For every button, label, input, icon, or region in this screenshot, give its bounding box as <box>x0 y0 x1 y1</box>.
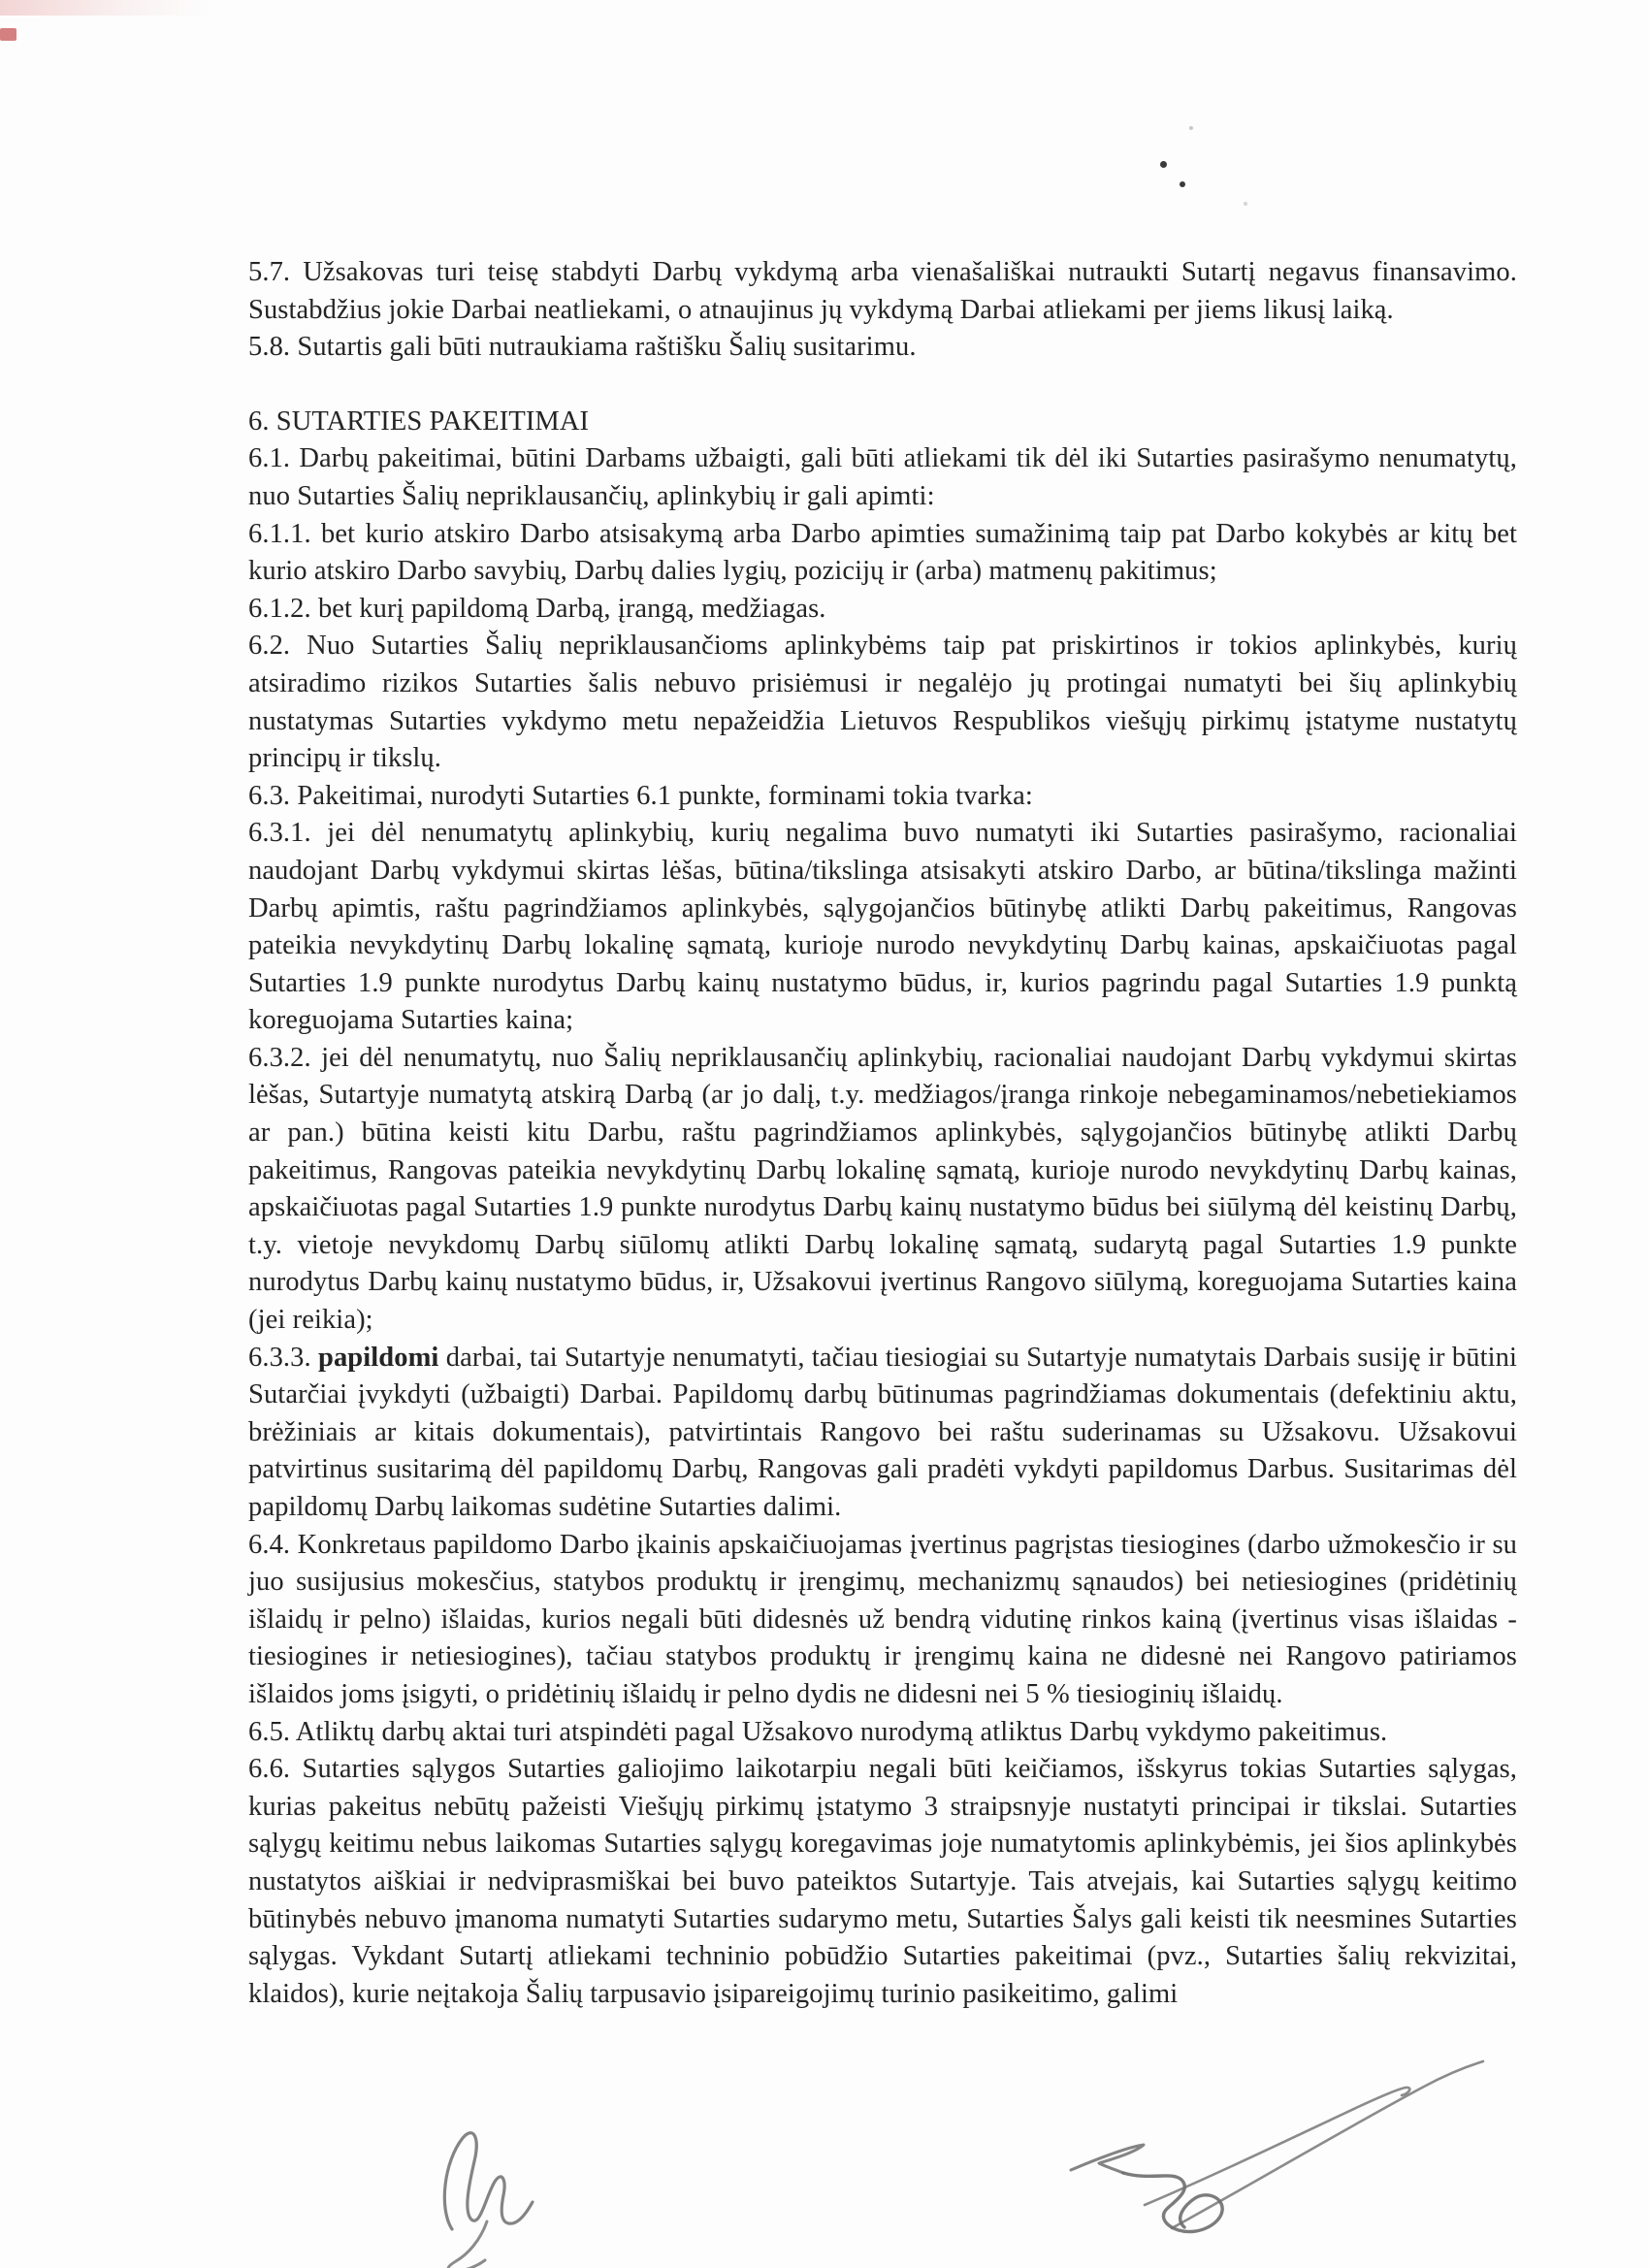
clause-6-3-2: 6.3.2. jei dėl nenumatytų, nuo Šalių nepriklausančių aplinkybių, racionaliai naudojant Darbų vykdymui skirtas lėšas, Sutartyje numatytą atskirą Darbą (ar jo dalį, t.y. medžiagos/įranga rinkoje nebegaminamos/nebetiekiamos ar pan.) būtina keisti kitu Darbu, raštu pagrindžiamos aplinkybės, sąlygojančios būtinybę atlikti Darbų pakeitimus, Rangovas pateikia nevykdytinų Darbų lokalinę sąmatą, kurioje nurodo nevykdytinų Darbų kainas, apskaičiuotas pagal Sutarties 1.9 punkte nurodytus Darbų kainų nustatymo būdus bei siūlymą dėl keistinų Darbų, t.y. vietoje nevykdomų Darbų siūlomų atlikti Darbų lokalinę sąmatą, sudarytą pagal Sutarties 1.9 punkte nurodytus Darbų kainų nustatymo būdus, ir, Užsakovui įvertinus Rangovo siūlymą, koreguojama Sutarties kaina (jei reikia); <box>248 1042 1517 1336</box>
bold-term-papildomi: papildomi <box>318 1342 439 1373</box>
clause-5-8: 5.8. Sutartis gali būti nutraukiama raštišku Šalių susitarimu. <box>248 332 917 363</box>
clause-6-4: 6.4. Konkretaus papildomo Darbo įkainis apskaičiuojamas įvertinus pagrįstas tiesiogines (darbo užmokesčio ir su juo susijusius mokesčius, statybos produktų ir įrengimų, mechanizmų sąnaudos) bei netiesiogines (pridėtinių išlaidų ir pelno) išlaidas, kurios negali būti didesnės už bendrą vidutinę rinkos kainą (įvertinus visas išlaidas - tiesiogines ir netiesiogines), tačiau statybos produktų ir įrengimų kaina ne didesnė nei Rangovo patiriamos išlaidos joms įsigyti, o pridėtinių išlaidų ir pelno dydis ne didesni nei 5 % tiesioginių išlaidų. <box>248 1529 1517 1709</box>
clause-6-3: 6.3. Pakeitimai, nurodyti Sutarties 6.1 punkte, forminami tokia tvarka: <box>248 780 1033 811</box>
clause-6-3-1: 6.3.1. jei dėl nenumatytų aplinkybių, kurių negalima buvo numatyti iki Sutarties pasirašymo, racionaliai naudojant Darbų vykdymui skirtas lėšas, būtina/tikslinga atsisakyti atskiro Darbo, ar būtina/tikslinga mažinti Darbų apimtis, raštu pagrindžiamos aplinkybės, sąlygojančios būtinybę atlikti Darbų pakeitimus, Rangovas pateikia nevykdytinų Darbų lokalinę sąmatą, kurioje nurodo nevykdytinų Darbų kainas, apskaičiuotas pagal Sutarties 1.9 punkte nurodytus Darbų kainų nustatymo būdus, ir, kurios pagrindu pagal Sutarties 1.9 punktą koreguojama Sutarties kaina; <box>248 818 1517 1036</box>
clause-5-7: 5.7. Užsakovas turi teisę stabdyti Darbų vykdymą arba vienašališkai nutraukti Sutartį negavus finansavimo. Sustabdžius jokie Darbai neatliekami, o atnaujinus jų vykdymą Darbai atliekami per jiems likusį laiką. <box>248 257 1517 325</box>
clause-6-1: 6.1. Darbų pakeitimai, būtini Darbams užbaigti, gali būti atliekami tik dėl iki Sutarties pasirašymo nenumatytų, nuo Sutarties Šalių nepriklausančių, aplinkybių ir gali apimti: <box>248 443 1517 511</box>
signature-left-ink <box>444 2133 533 2268</box>
clause-6-2: 6.2. Nuo Sutarties Šalių nepriklausančioms aplinkybėms taip pat priskirtinos ir tokios aplinkybės, kurių atsiradimo rizikos Sutarties šalis nebuvo prisiėmusi ir negalėjo jų protingai numatyti bei šių aplinkybių nustatymas Sutarties vykdymo metu nepažeidžia Lietuvos Respublikos viešųjų pirkimų įstatyme nustatytų principų ir tikslų. <box>248 631 1517 774</box>
clause-body: darbai, tai Sutartyje nenumatyti, tačiau tiesiogiai su Sutartyje numatytais Darbais susiję ir būtini Sutarčiai įvykdyti (užbaigti) Darbai. Papildomų darbų būtinumas pagrindžiamas dokumentais (defektiniu aktu, brėžiniais ar kitais dokumentais), patvirtintais Rangovo bei raštu suderinamas su Užsakovu. Užsakovui patvirtinus susitarimą dėl papildomų Darbų, Rangovas gali pradėti vykdyti papildomus Darbus. Susitarimas dėl papildomų Darbų laikomas sudėtine Sutarties dalimi. <box>248 1342 1517 1522</box>
clause-6-1-2: 6.1.2. bet kurį papildomą Darbą, įrangą, medžiagas. <box>248 593 826 624</box>
signature-right-ink <box>1071 2061 1483 2232</box>
clause-6-5: 6.5. Atliktų darbų aktai turi atspindėti pagal Užsakovo nurodymą atliktus Darbų vykdymo pakeitimus. <box>248 1716 1388 1747</box>
section-6-heading: 6. SUTARTIES PAKEITIMAI <box>248 405 590 437</box>
clause-6-6: 6.6. Sutarties sąlygos Sutarties galiojimo laikotarpiu negali būti keičiamos, išskyrus tokias Sutarties sąlygas, kurias pakeitus nebūtų pažeisti Viešųjų pirkimų įstatymo 3 straipsnyje nustatyti principai ir tikslai. Sutarties sąlygų keitimu nebus laikomas Sutarties sąlygų koregavimas joje numatytomis aplinkybėmis, jei šios aplinkybės nustatytos aiškiai ir nedviprasmiškai bei buvo pateiktos Sutartyje. Tais atvejais, kai Sutarties sąlygų keitimo būtinybės nebuvo įmanoma numatyti Sutarties sudarymo metu, Sutarties Šalys gali keisti tik neesmines Sutarties sąlygas. Vykdant Sutartį atliekami techninio pobūdžio Sutarties pakeitimai (pvz., Sutarties šalių rekvizitai, klaidos), kurie neįtakoja Šalių tarpusavio įsipareigojimų turinio pasikeitimo, galimi <box>248 1754 1517 2009</box>
clause-6-1-1: 6.1.1. bet kurio atskiro Darbo atsisakymą arba Darbo apimties sumažinimą taip pat Darbo kokybės ar kitų bet kurio atskiro Darbo savybių, Darbų dalies lygių, pozicijų ir (arba) matmenų pakitimus; <box>248 518 1517 587</box>
clause-number: 6.3.3. <box>248 1342 318 1373</box>
